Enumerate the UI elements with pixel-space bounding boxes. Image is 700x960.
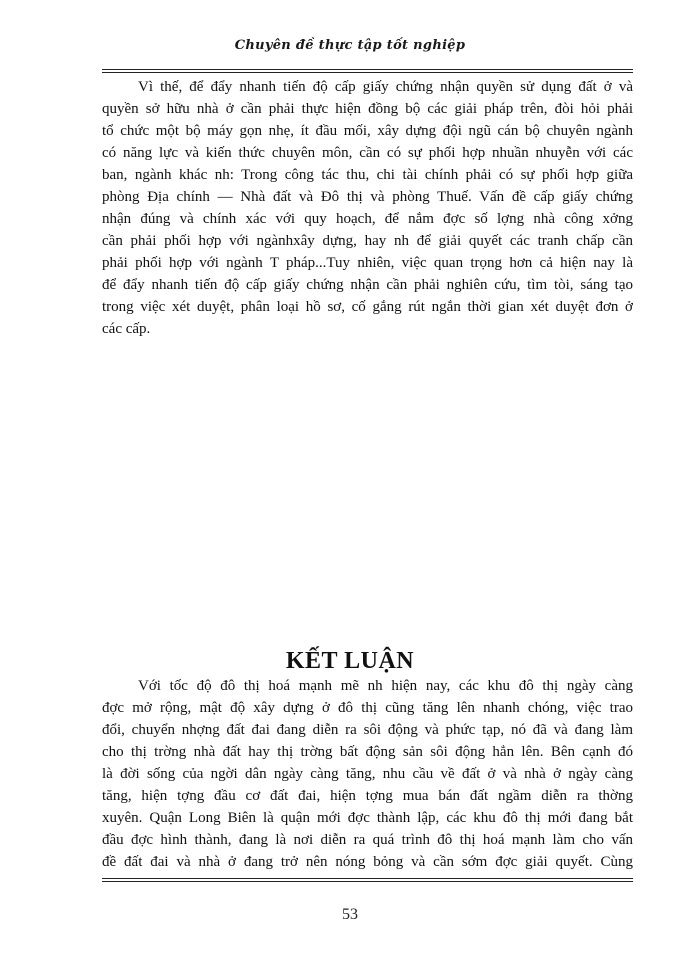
text-line: xuyên. Quận Long Biên là quận mới đợc thành lập, các khu đô thị mới đang bắt [102, 810, 633, 826]
text-line: đổi, chuyển nhợng đất đai đang diễn ra sôi động và phức tạp, nó đã và đang làm [102, 722, 633, 738]
page-number: 53 [342, 906, 358, 923]
text-line: cho thị trờng nhà đất hay thị trờng bất động sản sôi động hẳn lên. Bên cạnh đó [102, 744, 633, 760]
header-title: Chuyên đề thực tập tốt nghiệp [234, 38, 466, 53]
conclusion-paragraph [102, 675, 633, 873]
text-line: đợc mở rộng, mật độ xây dựng ở đô thị cũng tăng lên nhanh chóng, việc trao [102, 700, 633, 716]
text-line: phải phối hợp với ngành T pháp...Tuy nhiên, việc quan trọng hơn cả hiện nay là [102, 255, 633, 271]
header-divider [102, 69, 633, 73]
text-line: đề đất đai và nhà ở đang trở nên nóng bỏng và cần sớm đợc giải quyết. Cùng [102, 854, 633, 870]
text-line: Vì thế, để đẩy nhanh tiến độ cấp giấy chứng nhận quyền sử dụng đất ở và [138, 79, 633, 95]
text-line: các cấp. [102, 321, 151, 337]
text-line: để đẩy nhanh tiến độ cấp giấy chứng nhận cần phải nghiên cứu, tìm tòi, sáng tạo [102, 277, 633, 293]
text-line: có năng lực và kiến thức chuyên môn, cần có sự phối hợp nhuần nhuyễn với các [102, 145, 633, 161]
text-line: Với tốc độ đô thị hoá mạnh mẽ nh hiện nay, các khu đô thị ngày càng [138, 678, 633, 694]
text-line: cần phải phối hợp với ngànhxây dựng, hay nh để giải quyết các tranh chấp cần [102, 233, 633, 249]
text-line: tổ chức một bộ máy gọn nhẹ, ít đầu mối, xây dựng đội ngũ cán bộ chuyên ngành [102, 123, 633, 139]
text-line: nhận đúng và chính xác với quy hoạch, để nắm đợc số lợng nhà công xởng [102, 211, 633, 227]
text-line: phòng Địa chính — Nhà đất và Đô thị và phòng Thuế. Vấn đề cấp giấy chứng [102, 189, 633, 205]
footer-divider [102, 878, 633, 882]
text-line: đầu đợc hình thành, đang là nơi diễn ra quá trình đô thị hoá mạnh làm cho vấn [102, 832, 633, 848]
text-line: ban, ngành khác nh: Trong công tác thu, chi tài chính phải có sự phối hợp giữa [102, 167, 633, 183]
text-line: quyền sở hữu nhà ở cần phải thực hiện đồng bộ các giải pháp trên, đòi hỏi phải [102, 101, 633, 117]
text-line: là đời sống của ngời dân ngày càng tăng, nhu cầu về đất ở và nhà ở ngày càng [102, 766, 633, 782]
body-paragraph [102, 76, 633, 340]
text-line: trong việc xét duyệt, phân loại hồ sơ, cố gắng rút ngắn thời gian xét duyệt đơn ở [102, 299, 633, 315]
section-title: KẾT LUẬN [285, 648, 415, 674]
text-line: tăng, hiện tợng đầu cơ đất đai, hiện tợng mua bán đất ngầm diễn ra thờng [102, 788, 633, 804]
